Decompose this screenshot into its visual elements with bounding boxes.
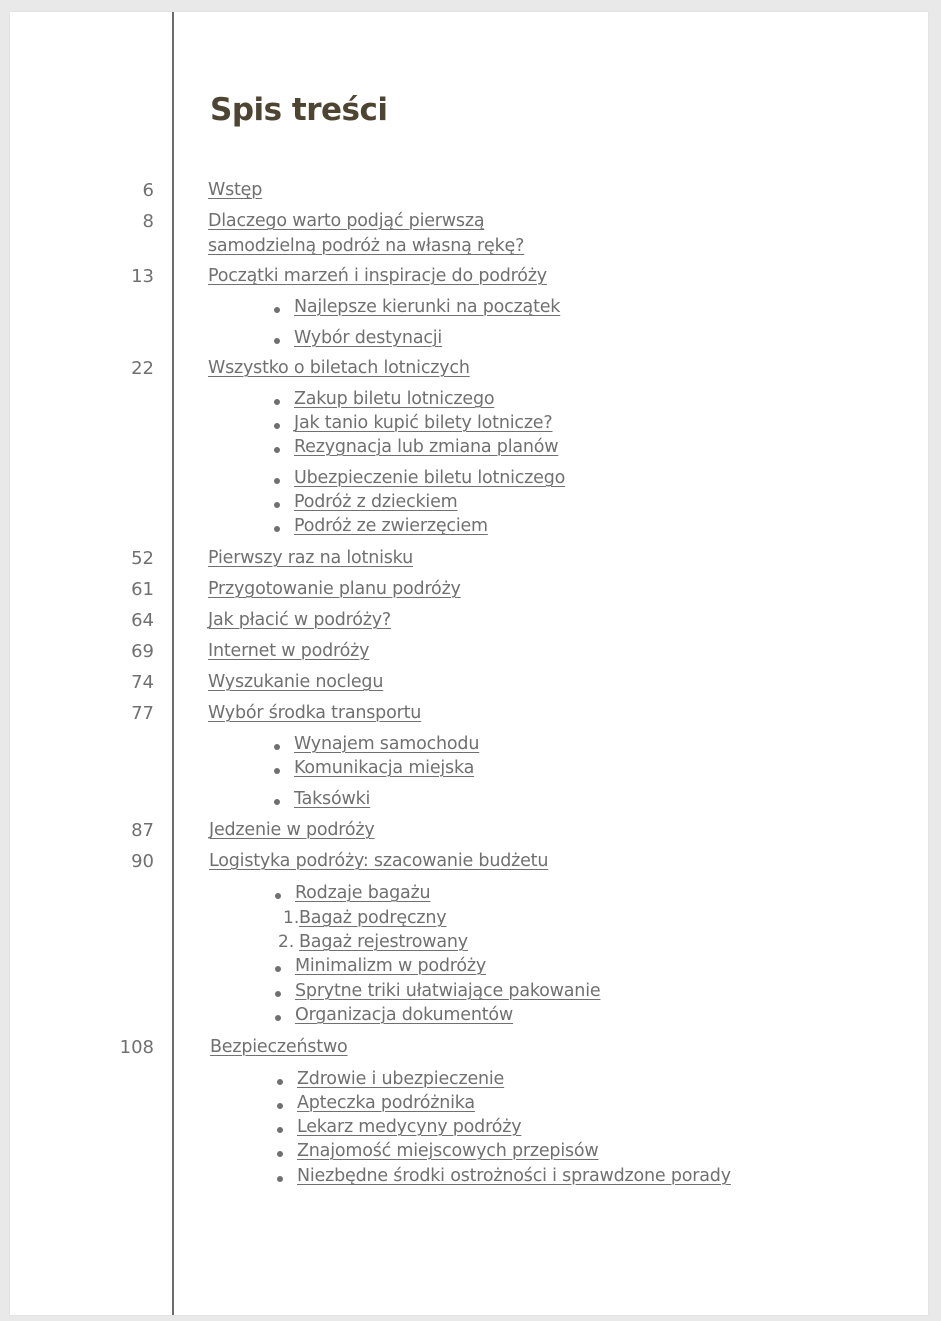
toc-page-number: 69 <box>131 641 154 662</box>
list-bullet <box>275 893 281 899</box>
list-bullet <box>274 799 280 805</box>
toc-subentry-link[interactable]: Jak tanio kupić bilety lotnicze? <box>294 413 553 433</box>
list-bullet <box>274 399 280 405</box>
list-bullet <box>274 744 280 750</box>
list-bullet <box>277 1176 283 1182</box>
toc-entry-link[interactable]: Logistyka podróży: szacowanie budżetu <box>209 851 549 871</box>
toc-entry-link[interactable]: Internet w podróży <box>208 641 370 661</box>
toc-entry-link[interactable]: Początki marzeń i inspiracje do podróży <box>208 266 547 286</box>
toc-subentry-link[interactable]: Taksówki <box>294 789 371 809</box>
toc-subentry-link[interactable]: Sprytne triki ułatwiające pakowanie <box>295 981 601 1001</box>
toc-entry-link[interactable]: Pierwszy raz na lotnisku <box>208 548 413 568</box>
list-bullet <box>275 991 281 997</box>
toc-page-number: 13 <box>131 266 154 287</box>
list-bullet <box>274 526 280 532</box>
toc-subentry-link[interactable]: Najlepsze kierunki na początek <box>294 297 561 317</box>
toc-subentry-link[interactable]: Podróż ze zwierzęciem <box>294 516 488 536</box>
toc-entry-link[interactable]: Przygotowanie planu podróży <box>208 579 461 599</box>
list-bullet <box>277 1103 283 1109</box>
toc-subentry-link[interactable]: Bagaż rejestrowany <box>299 932 468 952</box>
toc-entry-link[interactable]: Dlaczego warto podjąć pierwszą samodzielną podróż na własną rękę? <box>208 211 525 256</box>
toc-entry-link[interactable]: Wyszukanie noclegu <box>208 672 384 692</box>
list-number: 2. <box>278 932 295 952</box>
toc-page-number: 74 <box>131 672 154 693</box>
table-of-contents <box>10 12 928 1315</box>
toc-page-number: 52 <box>131 548 154 569</box>
list-bullet <box>274 768 280 774</box>
toc-page-number: 90 <box>131 851 154 872</box>
toc-subentry-link[interactable]: Bagaż podręczny <box>299 908 447 928</box>
list-bullet <box>277 1151 283 1157</box>
toc-entry-link[interactable]: Jedzenie w podróży <box>209 820 375 840</box>
document-page <box>10 12 928 1315</box>
toc-subentry-link[interactable]: Rodzaje bagażu <box>295 883 431 903</box>
toc-entry-link[interactable]: Wszystko o biletach lotniczych <box>208 358 470 378</box>
list-bullet <box>277 1079 283 1085</box>
toc-entry-link[interactable]: Wstęp <box>208 180 263 200</box>
toc-page-number: 61 <box>131 579 154 600</box>
list-bullet <box>275 1015 281 1021</box>
toc-subentry-link[interactable]: Minimalizm w podróży <box>295 956 487 976</box>
list-bullet <box>274 338 280 344</box>
list-bullet <box>274 478 280 484</box>
toc-subentry-link[interactable]: Zdrowie i ubezpieczenie <box>297 1069 505 1089</box>
toc-subentry-link[interactable]: Rezygnacja lub zmiana planów <box>294 437 559 457</box>
toc-subentry-link[interactable]: Apteczka podróżnika <box>297 1093 475 1113</box>
toc-page-number: 8 <box>142 211 154 232</box>
toc-entry-link[interactable]: Jak płacić w podróży? <box>208 610 392 630</box>
toc-entry-link[interactable]: Bezpieczeństwo <box>210 1037 348 1057</box>
page-title: Spis treści <box>210 92 388 128</box>
toc-page-number: 108 <box>119 1037 154 1058</box>
toc-subentry-link[interactable]: Niezbędne środki ostrożności i sprawdzone porady <box>297 1166 731 1186</box>
toc-page-number: 64 <box>131 610 154 631</box>
toc-subentry-link[interactable]: Organizacja dokumentów <box>295 1005 514 1025</box>
toc-subentry-link[interactable]: Znajomość miejscowych przepisów <box>297 1141 599 1161</box>
toc-subentry-link[interactable]: Komunikacja miejska <box>294 758 475 778</box>
toc-subentry-link[interactable]: Zakup biletu lotniczego <box>294 389 495 409</box>
toc-subentry-link[interactable]: Podróż z dzieckiem <box>294 492 458 512</box>
list-bullet <box>277 1127 283 1133</box>
list-bullet <box>274 447 280 453</box>
list-bullet <box>275 966 281 972</box>
toc-entry-link[interactable]: Wybór środka transportu <box>208 703 422 723</box>
list-number: 1. <box>283 908 300 928</box>
toc-subentry-link[interactable]: Wynajem samochodu <box>294 734 480 754</box>
toc-page-number: 22 <box>131 358 154 379</box>
list-bullet <box>274 423 280 429</box>
list-bullet <box>274 307 280 313</box>
toc-subentry-link[interactable]: Lekarz medycyny podróży <box>297 1117 522 1137</box>
toc-page-number: 87 <box>131 820 154 841</box>
toc-page-number: 6 <box>142 180 154 201</box>
toc-subentry-link[interactable]: Wybór destynacji <box>294 328 443 348</box>
list-bullet <box>274 502 280 508</box>
toc-page-number: 77 <box>131 703 154 724</box>
toc-subentry-link[interactable]: Ubezpieczenie biletu lotniczego <box>294 468 566 488</box>
